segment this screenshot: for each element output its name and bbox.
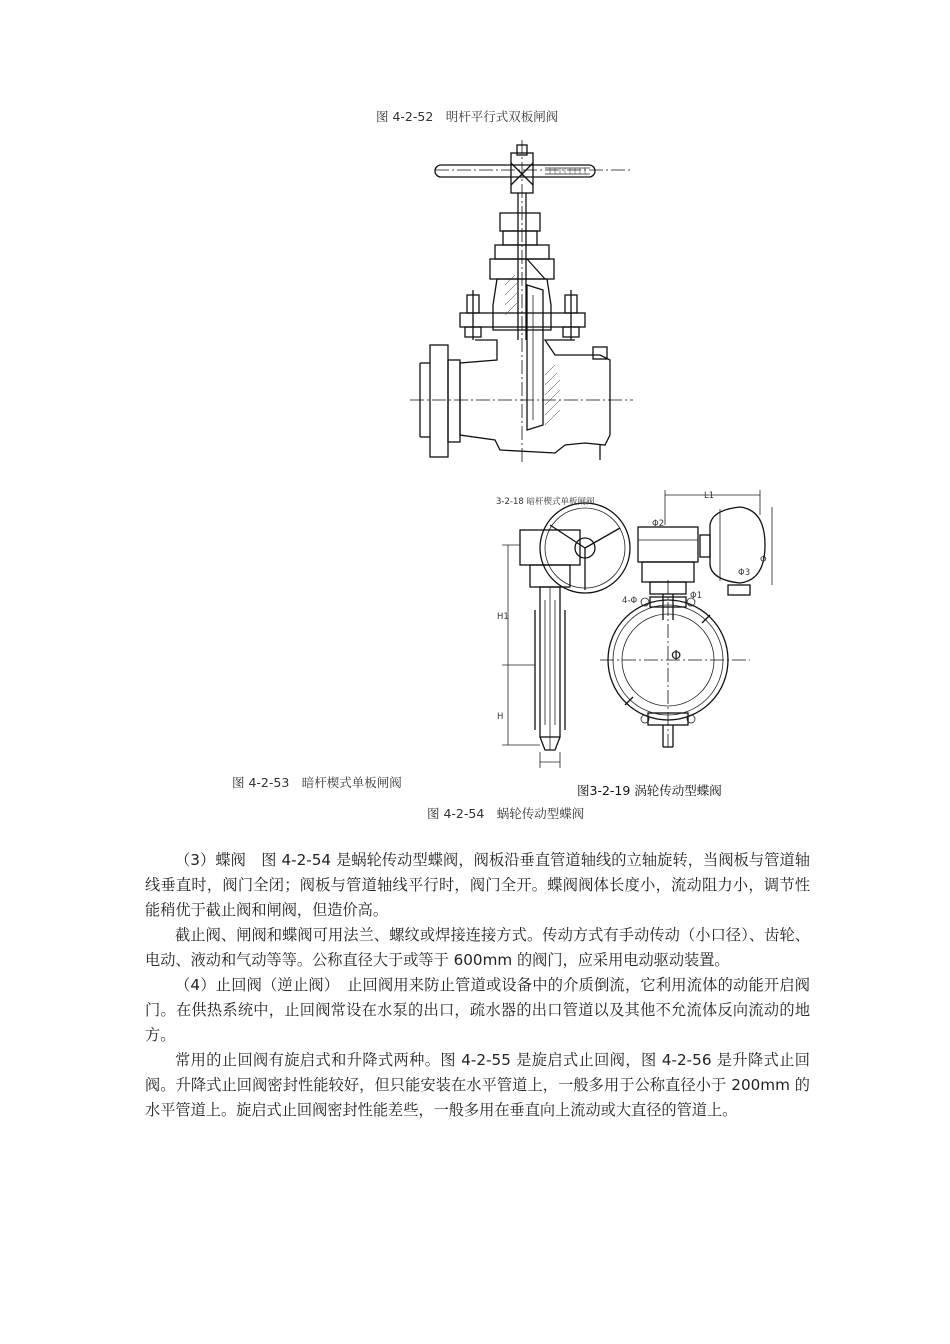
figure-caption-4-2-54: 图 4-2-54 蜗轮传动型蝶阀 <box>427 806 585 821</box>
paragraph-check-valve-types: 常用的止回阀有旋启式和升降式两种。图 4-2-55 是旋启式止回阀，图 4-2-56 是升降式止回阀。升降式止回阀密封性能较好，但只能安装在水平管道上，一般多用于公称直径小于 200mm 的水平管道上。旋启式止回阀密封性能差些，一般多用在垂直向上流动或大直径的管道上。 <box>145 1051 810 1119</box>
figure-caption-4-2-53: 图 4-2-53 暗杆楔式单板闸阀 <box>232 775 402 790</box>
dim-label-phi-center: Φ <box>671 649 682 664</box>
embedded-figure-label-3-2-19: 图3-2-19 涡轮传动型蝶阀 <box>577 783 722 798</box>
body-text <box>145 848 810 1123</box>
dim-label-l1: L1 <box>704 491 715 501</box>
paragraph-butterfly-valve: （3）蝶阀 图 4-2-54 是蜗轮传动型蝶阀，阀板沿垂直管道轴线的立轴旋转，当阀板与管道轴线垂直时，阀门全闭；阀板与管道轴线平行时，阀门全开。蝶阀阀体长度小，流动阻力小，调节性能稍优于截止阀和闸阀，但造价高。 <box>145 851 810 919</box>
butterfly-valve-drawing <box>600 485 780 770</box>
dim-label-phi2: Φ2 <box>652 519 665 529</box>
dim-label-phi1: Φ1 <box>690 591 703 601</box>
dim-label-h1: H1 <box>497 612 509 622</box>
gate-valve-drawing <box>405 135 640 470</box>
dim-label-four-phi: 4-Φ <box>622 596 638 606</box>
dim-label-h: H <box>497 712 504 722</box>
dim-label-phi3: Φ3 <box>738 568 751 578</box>
dim-label-phi-side: Φ <box>760 555 767 565</box>
embedded-figure-label-3-2-18: 3-2-18 暗杆楔式单板闸阀 <box>496 497 595 507</box>
figure-caption-4-2-52: 图 4-2-52 明杆平行式双板闸阀 <box>376 109 559 124</box>
paragraph-connection-methods: 截止阀、闸阀和蝶阀可用法兰、螺纹或焊接连接方式。传动方式有手动传动（小口径）、齿轮、电动、液动和气动等等。公称直径大于或等于 600mm 的阀门，应采用电动驱动装置。 <box>145 926 810 969</box>
paragraph-check-valve: （4）止回阀（逆止阀） 止回阀用来防止管道或设备中的介质倒流，它利用流体的动能开启阀门。在供热系统中，止回阀常设在水泵的出口，疏水器的出口管道以及其他不允流体反向流动的地方。 <box>145 976 810 1044</box>
